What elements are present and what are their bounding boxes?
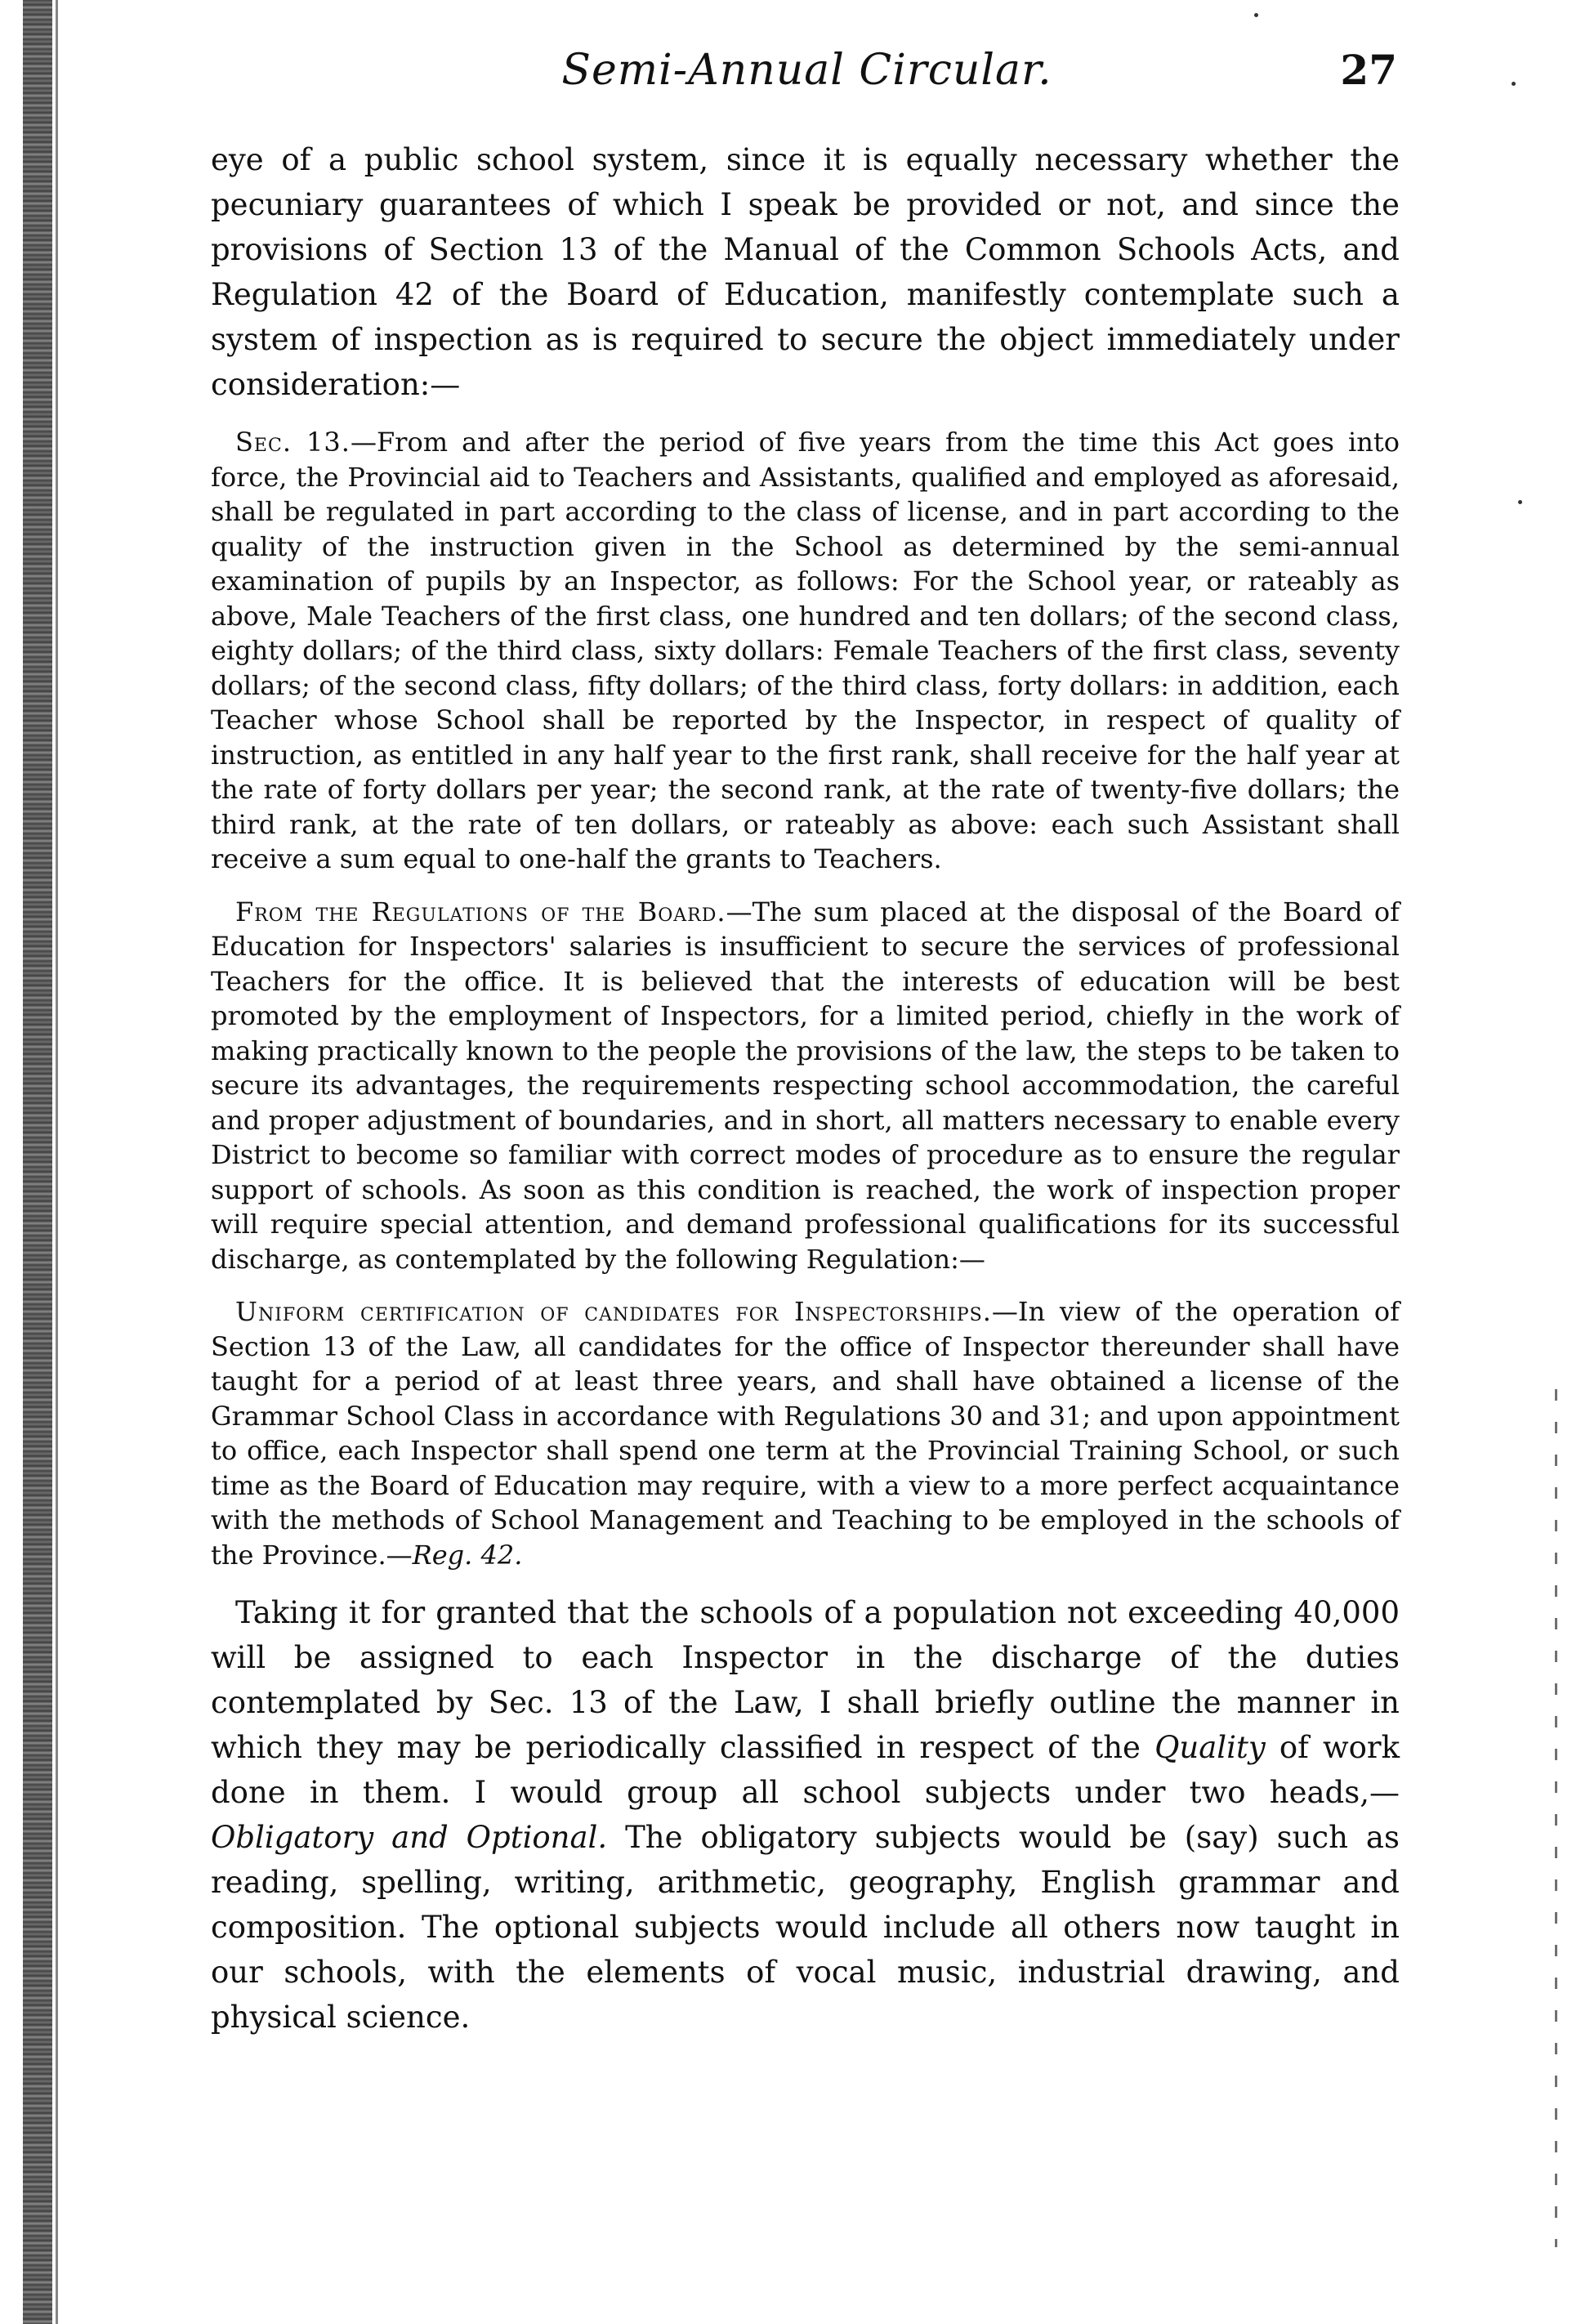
regulation-reference: Reg. 42. <box>412 1539 523 1571</box>
page-body <box>211 137 1400 2058</box>
classification-text-c: The obligatory subjects would be (say) such as reading, spelling, writing, arithmetic, geography, English grammar and composition. The optional subjects would include all others now taught in our schools, with the elements of vocal music, industrial drawing, and physical science. <box>211 1820 1400 2035</box>
quoted-uniform-certification <box>211 1294 1400 1572</box>
section-13-lead: Sec. 13. <box>235 427 351 458</box>
section-13-text: —From and after the period of five years from the time this Act goes into force, the Provincial aid to Teachers and Assistants, qualified and employed as aforesaid, shall be regulated in part according to the class of license, and in part according to the quality of the instruction given in the School as determined by the semi-annual examination of pupils by an Inspector, as follows: For the School year, or rateably as above, Male Teachers of the first class, one hundred and ten dollars; of the second class, eighty dollars; of the third class, sixty dollars: Female Teachers of the first class, seventy dollars; of the second class, fifty dollars; of the third class, forty dollars: in addition, each Teacher whose School shall be reported by the Inspector, in respect of quality of instruction, as entitled in any half year to the first rank, shall receive for the half year at the rate of forty dollars per year; the second rank, at the rate of twenty-five dollars; the third rank, at the rate of ten dollars, or rateably as above: each such Assistant shall receive a sum equal to one-half the grants to Teachers. <box>211 427 1400 874</box>
classification-text-b: of work done in them. I would group all school subjects under two heads,— <box>211 1730 1400 1810</box>
paragraph-intro <box>211 137 1400 407</box>
subject-heads-term: Obligatory and Optional. <box>211 1820 608 1855</box>
paragraph-classification <box>211 1590 1400 2040</box>
quality-term: Quality <box>1154 1730 1266 1765</box>
paragraph-intro-text: eye of a public school system, since it is equally necessary whether the pecuniary guarantees of which I speak be provided or not, and since the provisions of Section 13 of the Manual of the Common Schools Acts, and Regulation 42 of the Board of Education, manifestly contemplate such a system of inspection as is required to secure the object immediately under consideration:— <box>211 142 1400 402</box>
uniform-certification-lead: Uniform certification of candidates for Inspectorships. <box>235 1296 992 1327</box>
quoted-board-regulations <box>211 895 1400 1277</box>
classification-text-a: Taking it for granted that the schools of a population not exceeding 40,000 will be assigned to each Inspector in the discharge of the duties contemplated by Sec. 13 of the Law, I shall briefly outline the manner in which they may be periodically classified in respect of the <box>211 1595 1400 1765</box>
board-regulations-text: —The sum placed at the disposal of the Board of Education for Inspectors' salaries is insufficient to secure the services of professional Teachers for the office. It is believed that the interests of education will be best promoted by the employment of Inspectors, for a limited period, chiefly in the work of making practically known to the people the provisions of the law, the steps to be taken to secure its advantages, the requirements respecting school accommodation, the careful and proper adjustment of boundaries, and in short, all matters necessary to enable every District to become so familiar with correct modes of procedure as to ensure the regular support of schools. As soon as this condition is reached, the work of inspection proper will require special attention, and demand professional qualifications for its successful discharge, as contemplated by the following Regulation:— <box>211 896 1400 1275</box>
running-title: Semi-Annual Circular. <box>561 46 1052 95</box>
margin-marks <box>1555 1389 1557 2247</box>
page-number: 27 <box>1340 46 1397 94</box>
page-header <box>217 46 1397 111</box>
scan-speck <box>1254 13 1258 17</box>
quoted-section-13 <box>211 425 1400 877</box>
binding-edge <box>23 0 52 2324</box>
binding-edge-line <box>56 0 58 2324</box>
uniform-certification-text: —In view of the operation of Section 13 of the Law, all candidates for the office of Inspector thereunder shall have taught for a period of at least three years, and shall have obtained a license of the Grammar School Class in accordance with Regulations 30 and 31; and upon appointment to office, each Inspector shall spend one term at the Provincial Training School, or such time as the Board of Education may require, with a view to a more perfect acquaintance with the methods of School Management and Teaching to be employed in the schools of the Province.— <box>211 1296 1400 1571</box>
scan-speck <box>1512 82 1516 86</box>
board-regulations-lead: From the Regulations of the Board. <box>235 896 726 927</box>
scan-speck <box>1518 500 1522 504</box>
